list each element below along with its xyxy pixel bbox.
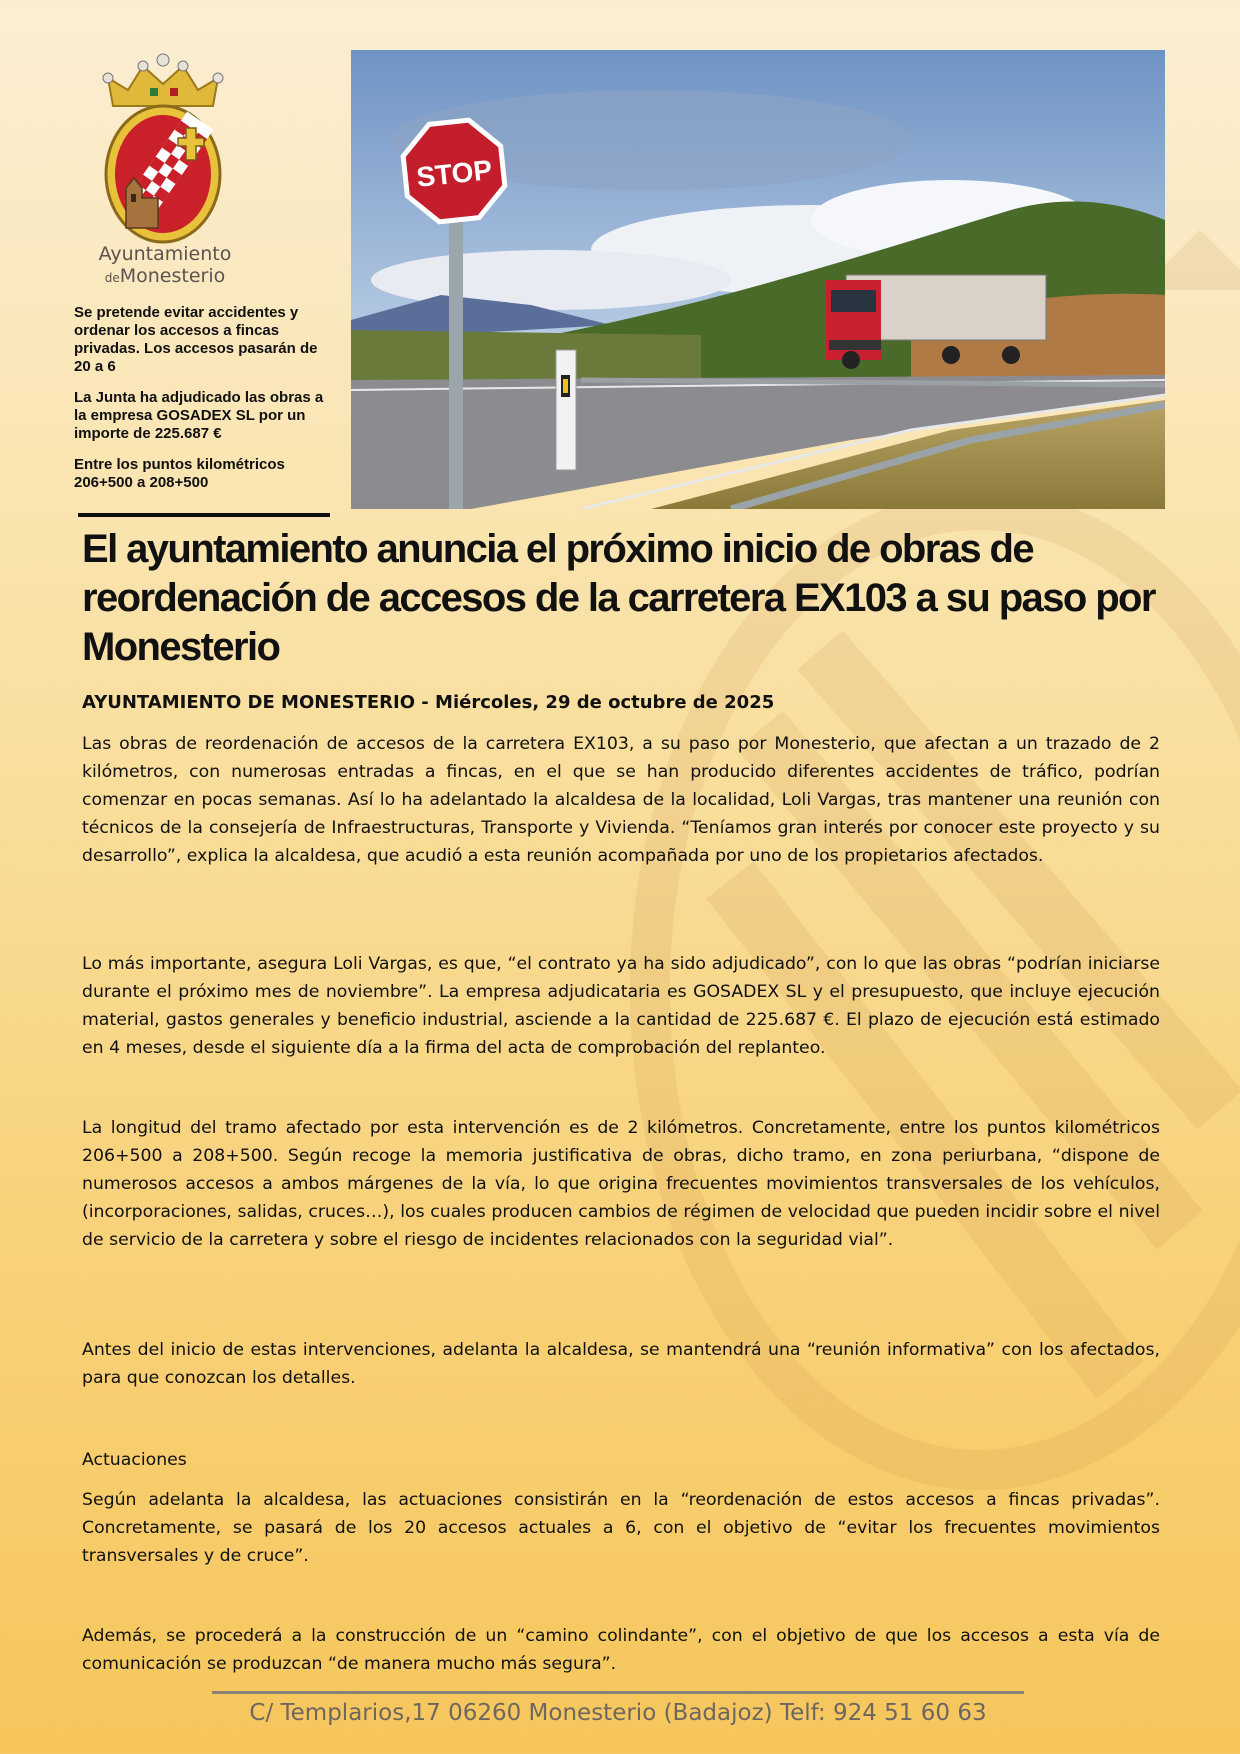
sidebar-highlights (74, 304, 334, 505)
article-paragraph-1: Las obras de reordenación de accesos de la carretera EX103, a su paso por Monesterio, que afectan a un trazado de 2 kilómetros, con numerosas entradas a fincas, en el que se han producido diferentes accidentes de tráfico, podrían comenzar en pocas semanas. Así lo ha adelantado la alcaldesa de la localidad, Loli Vargas, tras mantener una reunión con técnicos de la consejería de Infraestructuras, Transporte y Vivienda. “Teníamos gran interés por conocer este proyecto y su desarrollo”, explica la alcaldesa, que acudió a esta reunión acompañada por uno de los propietarios afectados. (82, 734, 1160, 866)
crest-caption (80, 243, 250, 289)
article-headline: El ayuntamiento anuncia el próximo inicio de obras de reordenación de accesos de la carretera EX103 a su paso por Monesterio (82, 527, 1155, 669)
crest-caption-de: de (104, 271, 120, 285)
crest-caption-line2: Monesterio (119, 265, 226, 287)
article-paragraph-3: La longitud del tramo afectado por esta intervención es de 2 kilómetros. Concretamente, entre los puntos kilométricos 206+500 a 208+500. Según recoge la memoria justificativa de obras, dicho tramo, en zona periurbana, “dispone de numerosos accesos a ambos márgenes de la vía, lo que origina frecuentes movimientos transversales de los vehículos, (incorporaciones, salidas, cruces…), los cuales producen cambios de régimen de velocidad que pueden incidir sobre el nivel de servicio de la carretera y sobre el riesgo de incidentes relacionados con la seguridad vial”. (82, 1118, 1160, 1250)
sidebar-highlight-3: Entre los puntos kilométricos 206+500 a 208+500 (74, 456, 285, 491)
article-paragraph-2: Lo más importante, asegura Loli Vargas, es que, “el contrato ya ha sido adjudicado”, con lo que las obras “podrían iniciarse durante el próximo mes de noviembre”. La empresa adjudicataria es GOSADEX SL y el presupuesto, que incluye ejecución material, gastos generales y beneficio industrial, asciende a la cantidad de 225.687 €. El plazo de ejecución está estimado en 4 meses, desde el siguiente día a la firma del acta de comprobación del replanteo. (82, 954, 1160, 1058)
article-paragraph-5: Según adelanta la alcaldesa, las actuaciones consistirán en la “reordenación de estos accesos a fincas privadas”. Concretamente, se pasará de los 20 accesos actuales a 6, con el objetivo de “evitar los frecuentes movimientos transversales y de cruce”. (82, 1490, 1160, 1566)
article-paragraph-6: Además, se procederá a la construcción de un “camino colindante”, con el objetivo de que los accesos a esta vía de comunicación se produzcan “de manera mucho más segura”. (82, 1626, 1160, 1674)
crest-caption-line1: Ayuntamiento (98, 243, 232, 265)
road-photo (351, 50, 1165, 509)
stop-sign-text: STOP (414, 154, 494, 193)
article-paragraph-4: Antes del inicio de estas intervenciones, adelanta la alcaldesa, se mantendrá una “reunión informativa” con los afectados, para que conozcan los detalles. (82, 1340, 1160, 1388)
article-dateline: AYUNTAMIENTO DE MONESTERIO - Miércoles, 29 de octubre de 2025 (82, 692, 775, 713)
footer-divider (212, 1691, 1024, 1694)
sidebar-divider (78, 513, 330, 517)
section-heading-actuaciones: Actuaciones (82, 1450, 187, 1470)
sidebar-highlight-1: Se pretende evitar accidentes y ordenar los accesos a fincas privadas. Los accesos pasarán de 20 a 6 (74, 304, 318, 375)
footer-address: C/ Templarios,17 06260 Monesterio (Badajoz) Telf: 924 51 60 63 (249, 1700, 987, 1726)
sidebar-highlight-2: La Junta ha adjudicado las obras a la empresa GOSADEX SL por un importe de 225.687 € (74, 389, 324, 442)
